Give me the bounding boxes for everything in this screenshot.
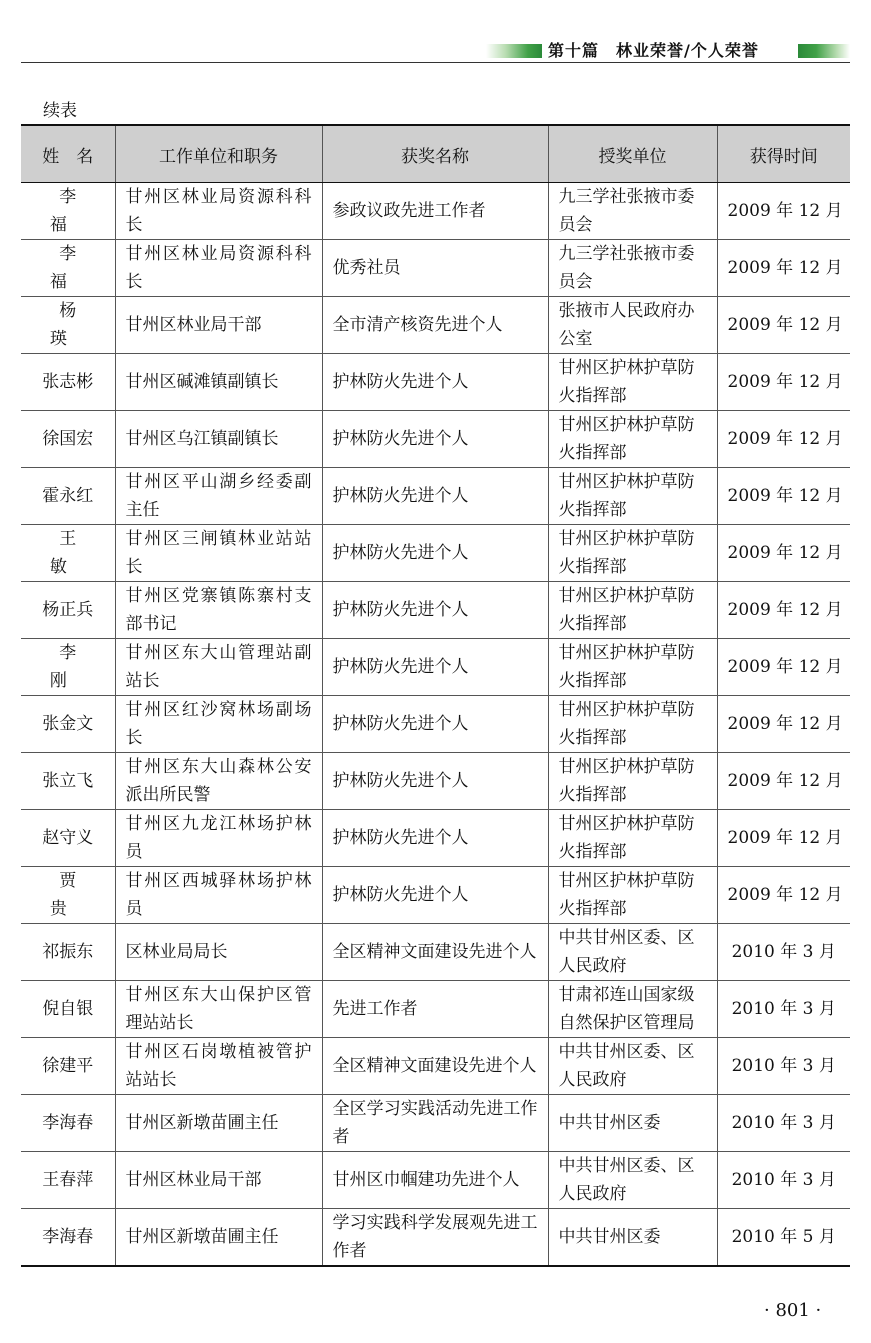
cell-date: 2009 年 12 月 bbox=[717, 639, 850, 696]
table-row bbox=[21, 1038, 850, 1095]
cell-award: 护林防火先进个人 bbox=[322, 354, 548, 411]
cell-grantor: 甘州区护林护草防火指挥部 bbox=[548, 411, 717, 468]
cell-grantor: 甘州区护林护草防火指挥部 bbox=[548, 867, 717, 924]
table-body bbox=[21, 183, 850, 1267]
cell-award: 全区精神文面建设先进个人 bbox=[322, 1038, 548, 1095]
table-row bbox=[21, 639, 850, 696]
cell-date: 2009 年 12 月 bbox=[717, 354, 850, 411]
cell-date: 2010 年 3 月 bbox=[717, 1152, 850, 1209]
cell-unit: 甘州区党寨镇陈寨村支部书记 bbox=[115, 582, 322, 639]
page-header bbox=[0, 0, 871, 70]
cell-unit: 甘州区碱滩镇副镇长 bbox=[115, 354, 322, 411]
cell-name: 倪自银 bbox=[21, 981, 115, 1038]
cell-grantor: 九三学社张掖市委员会 bbox=[548, 183, 717, 240]
cell-unit: 甘州区林业局资源科科长 bbox=[115, 240, 322, 297]
page-number: · 801 · bbox=[764, 1300, 822, 1321]
header-gradient-bar-left bbox=[486, 44, 542, 58]
table-row bbox=[21, 411, 850, 468]
cell-award: 护林防火先进个人 bbox=[322, 639, 548, 696]
cell-unit: 甘州区九龙江林场护林员 bbox=[115, 810, 322, 867]
cell-grantor: 甘州区护林护草防火指挥部 bbox=[548, 354, 717, 411]
cell-award: 先进工作者 bbox=[322, 981, 548, 1038]
cell-grantor: 甘州区护林护草防火指挥部 bbox=[548, 639, 717, 696]
cell-award: 全区精神文面建设先进个人 bbox=[322, 924, 548, 981]
cell-name: 徐建平 bbox=[21, 1038, 115, 1095]
cell-award: 护林防火先进个人 bbox=[322, 696, 548, 753]
table-row bbox=[21, 354, 850, 411]
table-row bbox=[21, 240, 850, 297]
cell-unit: 甘州区林业局干部 bbox=[115, 1152, 322, 1209]
cell-date: 2009 年 12 月 bbox=[717, 468, 850, 525]
cell-award: 参政议政先进工作者 bbox=[322, 183, 548, 240]
cell-name: 贾贵 bbox=[21, 867, 115, 924]
cell-award: 全区学习实践活动先进工作者 bbox=[322, 1095, 548, 1152]
cell-date: 2010 年 3 月 bbox=[717, 1038, 850, 1095]
cell-name: 张志彬 bbox=[21, 354, 115, 411]
table-row bbox=[21, 1095, 850, 1152]
cell-unit: 甘州区新墩苗圃主任 bbox=[115, 1209, 322, 1267]
cell-award: 全市清产核资先进个人 bbox=[322, 297, 548, 354]
cell-unit: 甘州区林业局干部 bbox=[115, 297, 322, 354]
cell-date: 2009 年 12 月 bbox=[717, 240, 850, 297]
table-row bbox=[21, 696, 850, 753]
table-row bbox=[21, 981, 850, 1038]
cell-unit: 甘州区石岗墩植被管护站站长 bbox=[115, 1038, 322, 1095]
cell-date: 2010 年 5 月 bbox=[717, 1209, 850, 1267]
cell-date: 2009 年 12 月 bbox=[717, 411, 850, 468]
cell-grantor: 甘州区护林护草防火指挥部 bbox=[548, 582, 717, 639]
header-grantor: 授奖单位 bbox=[548, 125, 717, 183]
cell-award: 学习实践科学发展观先进工作者 bbox=[322, 1209, 548, 1267]
cell-unit: 甘州区红沙窝林场副场长 bbox=[115, 696, 322, 753]
table-row bbox=[21, 924, 850, 981]
table-row bbox=[21, 468, 850, 525]
cell-name: 李刚 bbox=[21, 639, 115, 696]
cell-grantor: 甘州区护林护草防火指挥部 bbox=[548, 696, 717, 753]
cell-award: 护林防火先进个人 bbox=[322, 810, 548, 867]
cell-unit: 甘州区三闸镇林业站站长 bbox=[115, 525, 322, 582]
cell-award: 甘州区巾帼建功先进个人 bbox=[322, 1152, 548, 1209]
cell-grantor: 中共甘州区委 bbox=[548, 1209, 717, 1267]
cell-date: 2009 年 12 月 bbox=[717, 582, 850, 639]
cell-name: 霍永红 bbox=[21, 468, 115, 525]
cell-name: 李海春 bbox=[21, 1209, 115, 1267]
header-unit: 工作单位和职务 bbox=[115, 125, 322, 183]
header-gradient-bar-right bbox=[798, 44, 850, 58]
cell-grantor: 中共甘州区委、区人民政府 bbox=[548, 1152, 717, 1209]
cell-unit: 甘州区新墩苗圃主任 bbox=[115, 1095, 322, 1152]
award-table bbox=[21, 124, 850, 1267]
table-row bbox=[21, 753, 850, 810]
cell-date: 2009 年 12 月 bbox=[717, 696, 850, 753]
header-rule bbox=[21, 62, 850, 63]
cell-date: 2009 年 12 月 bbox=[717, 753, 850, 810]
cell-grantor: 甘州区护林护草防火指挥部 bbox=[548, 753, 717, 810]
table-row bbox=[21, 525, 850, 582]
cell-unit: 甘州区东大山森林公安派出所民警 bbox=[115, 753, 322, 810]
cell-award: 护林防火先进个人 bbox=[322, 582, 548, 639]
cell-unit: 甘州区东大山管理站副站长 bbox=[115, 639, 322, 696]
cell-date: 2009 年 12 月 bbox=[717, 867, 850, 924]
cell-name: 李海春 bbox=[21, 1095, 115, 1152]
cell-award: 护林防火先进个人 bbox=[322, 753, 548, 810]
cell-grantor: 甘肃祁连山国家级自然保护区管理局 bbox=[548, 981, 717, 1038]
cell-name: 张金文 bbox=[21, 696, 115, 753]
cell-name: 王敏 bbox=[21, 525, 115, 582]
cell-date: 2009 年 12 月 bbox=[717, 810, 850, 867]
cell-date: 2009 年 12 月 bbox=[717, 525, 850, 582]
cell-name: 李福 bbox=[21, 240, 115, 297]
table-row bbox=[21, 867, 850, 924]
cell-name: 王春萍 bbox=[21, 1152, 115, 1209]
cell-name: 杨瑛 bbox=[21, 297, 115, 354]
cell-grantor: 甘州区护林护草防火指挥部 bbox=[548, 468, 717, 525]
header-title: 第十篇 林业荣誉/个人荣誉 bbox=[548, 41, 759, 60]
cell-unit: 甘州区西城驿林场护林员 bbox=[115, 867, 322, 924]
cell-unit: 甘州区平山湖乡经委副主任 bbox=[115, 468, 322, 525]
cell-date: 2009 年 12 月 bbox=[717, 297, 850, 354]
header-award: 获奖名称 bbox=[322, 125, 548, 183]
cell-unit: 区林业局局长 bbox=[115, 924, 322, 981]
cell-name: 张立飞 bbox=[21, 753, 115, 810]
table-caption: 续表 bbox=[43, 101, 77, 121]
cell-name: 李福 bbox=[21, 183, 115, 240]
table-row bbox=[21, 183, 850, 240]
cell-unit: 甘州区东大山保护区管理站站长 bbox=[115, 981, 322, 1038]
header-name: 姓 名 bbox=[21, 125, 115, 183]
table-row bbox=[21, 810, 850, 867]
cell-name: 祁振东 bbox=[21, 924, 115, 981]
table-header bbox=[21, 125, 850, 183]
cell-award: 护林防火先进个人 bbox=[322, 468, 548, 525]
cell-grantor: 九三学社张掖市委员会 bbox=[548, 240, 717, 297]
cell-unit: 甘州区乌江镇副镇长 bbox=[115, 411, 322, 468]
cell-award: 护林防火先进个人 bbox=[322, 411, 548, 468]
cell-grantor: 张掖市人民政府办公室 bbox=[548, 297, 717, 354]
cell-grantor: 甘州区护林护草防火指挥部 bbox=[548, 810, 717, 867]
cell-award: 优秀社员 bbox=[322, 240, 548, 297]
table-row bbox=[21, 1209, 850, 1267]
cell-grantor: 中共甘州区委 bbox=[548, 1095, 717, 1152]
cell-award: 护林防火先进个人 bbox=[322, 867, 548, 924]
cell-grantor: 中共甘州区委、区人民政府 bbox=[548, 924, 717, 981]
cell-name: 徐国宏 bbox=[21, 411, 115, 468]
cell-name: 杨正兵 bbox=[21, 582, 115, 639]
cell-date: 2009 年 12 月 bbox=[717, 183, 850, 240]
cell-grantor: 甘州区护林护草防火指挥部 bbox=[548, 525, 717, 582]
cell-date: 2010 年 3 月 bbox=[717, 1095, 850, 1152]
table-row bbox=[21, 582, 850, 639]
cell-date: 2010 年 3 月 bbox=[717, 981, 850, 1038]
cell-name: 赵守义 bbox=[21, 810, 115, 867]
table-row bbox=[21, 297, 850, 354]
cell-grantor: 中共甘州区委、区人民政府 bbox=[548, 1038, 717, 1095]
header-row bbox=[21, 125, 850, 183]
cell-award: 护林防火先进个人 bbox=[322, 525, 548, 582]
header-date: 获得时间 bbox=[717, 125, 850, 183]
cell-unit: 甘州区林业局资源科科长 bbox=[115, 183, 322, 240]
table-row bbox=[21, 1152, 850, 1209]
cell-date: 2010 年 3 月 bbox=[717, 924, 850, 981]
